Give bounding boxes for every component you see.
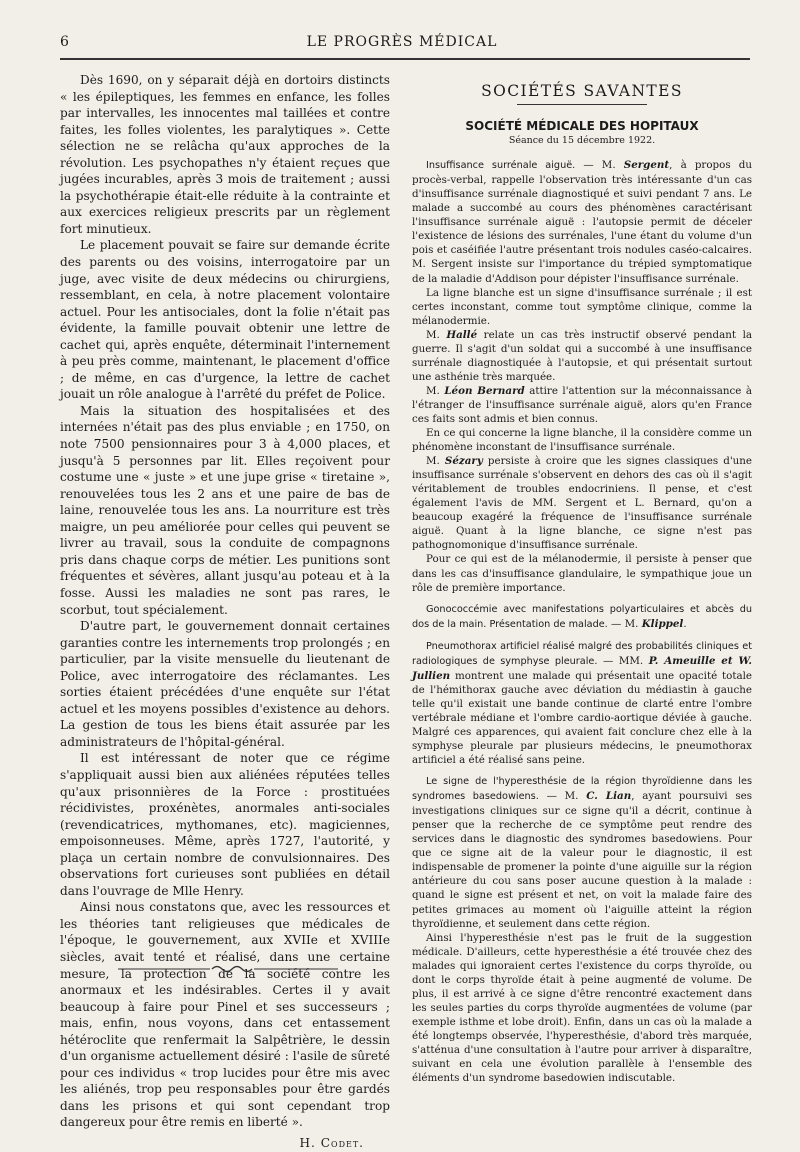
speaker-name: Sézary	[444, 455, 483, 468]
session-date: Séance du 15 décembre 1922.	[508, 135, 656, 147]
ornamental-divider	[118, 963, 338, 975]
report-item	[412, 602, 752, 632]
report-separator: — M.	[607, 617, 642, 630]
header-rule	[60, 58, 750, 60]
article-paragraph: Ainsi nous constatons que, avec les ressources et les théories tant religieuses que médicales de l'époque, le gouvernement, aux XVIIe et XVIIIe siècles, avait tenté et réalisé, dans une certaine mesure, la protection de la société contre les anormaux et les indésirables. Certes il y avait beaucoup à faire pour Pinel et ses successeurs ; mais, enfin, nous voyons, dans cet entassement hétéroclite que renfermait la Salpêtrière, le dessin d'un organisme actuellement désiré : l'asile de sûreté pour ces individus « trop lucides pour être mis avec les aliénés, trop peu responsables pour être gardés dans les prisons et qui sont cependant trop dangereux pour être remis en liberté ».	[60, 900, 390, 1130]
report-item	[412, 552, 752, 594]
report-text: Pour ce qui est de la mélanodermie, il persiste à penser que dans les cas d'insuffisance glandulaire, le sympathique joue un rôle de première importance.	[412, 553, 752, 594]
report-text: La ligne blanche est un signe d'insuffisance surrénale ; il est certes inconstant, comme tout symptôme clinique, comme la mélanodermie.	[412, 286, 752, 327]
report-topic: Insuffisance surrénale aiguë.	[426, 160, 576, 172]
report-text: persiste à croire que les signes classiques d'une insuffisance surrénale s'observent en dehors des cas où il s'agit véritablement de troubles endocriniens. Il pense, et c'est également l'avis de MM. Sergent et L. Bernard, qu'on a beaucoup exagéré la fréquence de l'insuffisance surrénale aiguë. Quant à la ligne blanche, ce signe n'est pas pathognomonique d'insuffisance surrénale.	[412, 455, 753, 552]
section-title: SOCIÉTÉS SAVANTES	[481, 82, 683, 100]
speaker-name: P. Ameuille et W. Jullien	[412, 654, 752, 682]
report-text: , à propos du procès-verbal, rappelle l'observation très intéressante d'un cas d'insuffisance surrénale diagnostiqué et suivi pendant 7 ans. Le malade a succombé au cours des phénomènes caractérisant l'insuffisance surrénale aiguë : l'autopsie permit de déceler l'existence de lésions des surrénales, l'une étant du volume d'un pois et caséifiée l'autre présentant trois nodules caséo-calcaires. M. Sergent insiste sur l'importance du trépied symptomatique de la maladie d'Addison pour dépister l'insuffisance surrénale.	[412, 159, 752, 285]
speaker-name: C. Lian	[586, 790, 632, 803]
report-item	[412, 454, 752, 552]
report-separator: M.	[426, 328, 447, 341]
report-text: Ainsi l'hyperesthésie n'est pas le fruit de la suggestion médicale. D'ailleurs, cette hyperesthésie a été trouvée chez des malades qui ignoraient certes l'existence du corps thyroïde, ou dont le corps thyroïde était à peine augmenté de volume. De plus, il est arrivé à ce signe d'être rencontré exactement dans les seules parties du corps thyroïde augmentées de volume (par exemple isthme et lobe droit). Enfin, dans un cas où la malade a été longtemps observée, l'hyperesthésie, d'abord très marquée, s'atténua d'une consultation à l'autre pour arriver à disparaître, suivant en cela une évolution parallèle à l'ensemble des éléments d'un syndrome basedowien indiscutable.	[412, 931, 752, 1085]
report-separator: — M.	[575, 159, 624, 172]
report-item	[412, 158, 752, 285]
speaker-name: Sergent	[623, 159, 670, 172]
report-separator: — MM.	[597, 654, 649, 667]
article-paragraph: D'autre part, le gouvernement donnait certaines garanties contre les internements trop prolongés ; en particulier, par la visite mensuelle du lieutenant de Police, avec interrogatoire des réclamantes. Les sorties étaient précédées d'une enquête sur l'état actuel et les moyens possibles d'existence au dehors. La gestion de tous les biens était assurée par les administrateurs de l'hôpital-général.	[60, 619, 390, 749]
report-item	[412, 931, 752, 1086]
speaker-name: Hallé	[446, 328, 478, 341]
article-paragraph: Il est intéressant de noter que ce régime s'appliquait aussi bien aux aliénées réputées telles qu'aux prisonnières de la Force : prostituées récidivistes, proxénètes, anormales anti-sociales (revendicatrices, mythomanes, etc). magiciennes, empoisonneuses. Même, après 1727, l'autorité, y plaça un certain nombre de convulsionnaires. Des observations fort curieuses sont publiées en détail dans l'ouvrage de Mlle Henry.	[60, 751, 390, 898]
article-paragraph: Dès 1690, on y séparait déjà en dortoirs distincts « les épileptiques, les femmes en enfance, les folles par intervalles, les innocentes mal taillées et contre faites, les folles violentes, les paralytiques ». Cette sélection ne se relâcha qu'aux approches de la révolution. Les psychopathes n'y étaient reçues que jugées incurables, après 3 mois de traitement ; aussi la psychothérapie était-elle réduite à la contrainte et aux exercices religieux prescrits par un règlement fort minutieux.	[60, 73, 390, 236]
journal-title: LE PROGRÈS MÉDICAL	[306, 34, 498, 50]
report-separator: — M.	[538, 790, 587, 803]
page-number: 6	[60, 34, 69, 50]
report-item	[412, 328, 752, 384]
report-separator: M.	[426, 384, 445, 397]
report-text: attire l'attention sur la méconnaissance à l'étranger de l'insuffisance surrénale aiguë, alors qu'en France ces faits sont admis et bien connus.	[412, 384, 752, 425]
report-item	[412, 384, 752, 426]
report-separator: M.	[426, 455, 445, 468]
report-topic: Gonococcémie avec manifestations polyarticulaires et abcès du dos de la main. Présentation de malade.	[412, 603, 752, 630]
section-title-rule	[517, 104, 647, 105]
article-paragraph: Mais la situation des hospitalisées et des internées n'était pas des plus enviable ; en 1750, on note 7500 pensionnaires pour 3 à 4,000 places, et jusqu'à 5 personnes par lit. Elles reçoivent pour costume une « juste » et une jupe grise « tiretaine », renouvelées tous les 2 ans et une paire de bas de laine, renouvelée tous les ans. La nourriture est très maigre, un peu améliorée pour celles qui peuvent se livrer au travail, sous la conduite de compagnons pris dans chaque corps de métier. Les punitions sont fréquentes et sévères, allant jusqu'au poteau et à la fosse. Aussi les maladies ne sont pas rares, le scorbut, tout spécialement.	[60, 403, 390, 617]
report-text: .	[683, 617, 687, 630]
left-column-article	[60, 72, 390, 1152]
speaker-name: Léon Bernard	[444, 384, 525, 397]
report-text: , ayant poursuivi ses investigations cliniques sur ce signe qu'il a décrit, continue à penser que la recherche de ce symptôme peut rendre des services dans le diagnostic des syndromes basedowiens. Pour que ce signe ait de la valeur pour le diagnostic, il est indispensable de promener la pointe d'une aiguille sur la région antérieure du cou sans poser aucune question à la malade : quand le signe est présent et net, on voit la malade faire des petites grimaces au moment où l'aiguille atteint la région thyroïdienne, et seulement dans cette région.	[412, 790, 752, 930]
report-item	[412, 774, 752, 931]
report-topic: Pneumothorax artificiel réalisé malgré des probabilités cliniques et radiologiques de symphyse pleurale.	[412, 640, 752, 667]
page-header	[60, 30, 744, 52]
report-item	[412, 286, 752, 328]
article-paragraph: Le placement pouvait se faire sur demande écrite des parents ou des voisins, interrogatoire par un juge, avec visite de deux médecins ou chirurgiens, ressemblant, en cela, à notre placement volontaire actuel. Pour les antisociales, dont la folie n'était pas évidente, la famille pouvait obtenir une lettre de cachet qui, après enquête, déterminait l'internement à peu près comme, maintenant, le placement d'office ; de même, en cas d'urgence, la lettre de cachet jouait un rôle analogue à l'arrêté du préfet de Police.	[60, 238, 390, 402]
speaker-name: Klippel	[641, 617, 684, 630]
report-topic: Le signe de l'hyperesthésie de la région thyroïdienne dans les syndromes basedowiens.	[412, 776, 752, 803]
report-text: En ce qui concerne la ligne blanche, il la considère comme un phénomène inconstant de l'insuffisance surrénale.	[412, 427, 752, 454]
report-text: relate un cas très instructif observé pendant la guerre. Il s'agit d'un soldat qui a succombé à une insuffisance surrénale diagnostiquée à l'autopsie, et qui présentait surtout une asthénie très marquée.	[412, 328, 752, 383]
report-item	[412, 639, 752, 767]
right-column-societes	[412, 84, 752, 1085]
author-signature: H. Codet.	[299, 1136, 364, 1150]
report-text: montrent une malade qui présentait une opacité totale de l'hémithorax gauche avec déviation du médiastin à gauche telle qu'il existait une bande continue de clarté entre l'ombre vertébrale médiane et l'ombre cardio-aortique déviée à gauche. Malgré ces apparences, qui avaient fait conclure chez elle à la symphyse pleurale par plusieurs médecins, le pneumothorax artificiel a été réalisé sans peine.	[412, 669, 752, 767]
society-title: SOCIÉTÉ MÉDICALE DES HOPITAUX	[465, 119, 699, 134]
report-item	[412, 426, 752, 454]
